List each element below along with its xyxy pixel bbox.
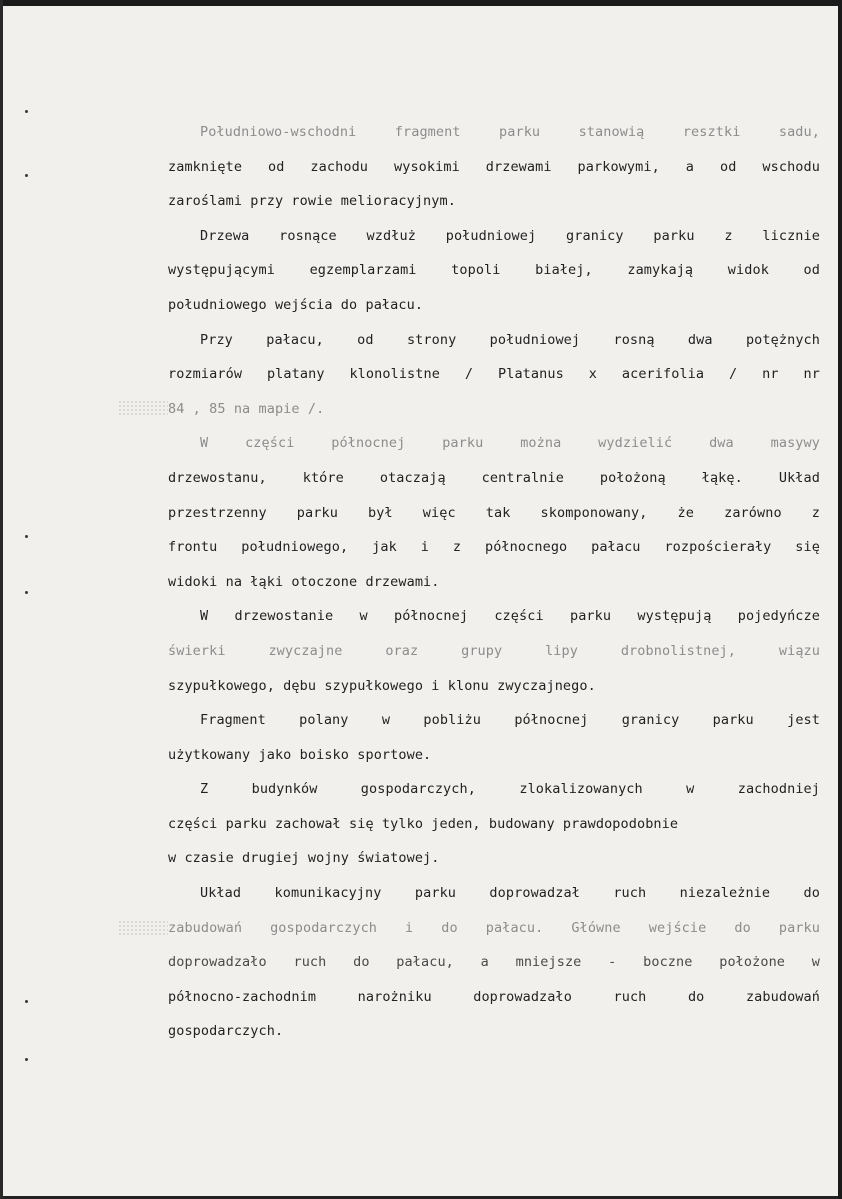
text-line: zamknięte od zachodu wysokimi drzewami parkowymi, a od wschodu (168, 158, 820, 175)
scan-edge-right (838, 0, 842, 1199)
text-line: zabudowań gospodarczych i do pałacu. Główne wejście do parku (168, 919, 820, 936)
text-line: Fragment polany w pobliżu północnej granicy parku jest (200, 712, 820, 729)
paragraph (168, 876, 820, 1049)
text-line: zaroślami przy rowie melioracyjnym. (168, 193, 456, 210)
scan-smudge (118, 920, 168, 936)
document-body (168, 115, 820, 1049)
text-line: szypułkowego, dębu szypułkowego i klonu zwyczajnego. (168, 677, 596, 694)
text-line: Z budynków gospodarczych, zlokalizowanych w zachodniej (200, 781, 820, 798)
text-line: świerki zwyczajne oraz grupy lipy drobnolistnej, wiązu (168, 642, 820, 659)
punch-mark (25, 591, 28, 594)
text-line: Drzewa rosnące wzdłuż południowej granicy parku z licznie (200, 227, 820, 244)
paragraph (168, 115, 820, 219)
text-line: widoki na łąki otoczone drzewami. (168, 573, 440, 590)
text-line: występującymi egzemplarzami topoli białej, zamykają widok od (168, 262, 820, 279)
paragraph (168, 703, 820, 772)
text-line: północno-zachodnim narożniku doprowadzało ruch do zabudowań (168, 988, 820, 1005)
text-line: części parku zachował się tylko jeden, budowany prawdopodobnie (168, 815, 679, 832)
text-line: rozmiarów platany klonolistne / Platanus x acerifolia / nr nr (168, 366, 820, 383)
text-line: W części północnej parku można wydzielić dwa masywy (200, 435, 820, 452)
text-line: W drzewostanie w północnej części parku występują pojedyńcze (200, 608, 820, 625)
punch-mark (25, 1000, 28, 1003)
text-line: Przy pałacu, od strony południowej rosną dwa potężnych (200, 331, 820, 348)
scan-edge-left (0, 0, 3, 1199)
punch-mark (25, 1058, 28, 1061)
text-line: południowego wejścia do pałacu. (168, 296, 424, 313)
text-line: Układ komunikacyjny parku doprowadzał ruch niezależnie do (200, 885, 820, 902)
text-line: frontu południowego, jak i z północnego pałacu rozpościerały się (168, 539, 820, 556)
punch-mark (25, 535, 28, 538)
text-line: gospodarczych. (168, 1023, 284, 1040)
paragraph (168, 426, 820, 599)
text-line: przestrzenny parku był więc tak skomponowany, że zarówno z (168, 504, 820, 521)
text-line: drzewostanu, które otaczają centralnie położoną łąkę. Układ (168, 469, 820, 486)
text-line: w czasie drugiej wojny światowej. (168, 850, 440, 867)
scan-smudge (118, 400, 168, 416)
scan-edge-top (0, 0, 842, 6)
paragraph (168, 599, 820, 703)
text-line: użytkowany jako boisko sportowe. (168, 746, 432, 763)
paragraph (168, 323, 820, 427)
text-line: 84 , 85 na mapie /. (168, 400, 325, 417)
paragraph (168, 772, 820, 876)
paragraph (168, 219, 820, 323)
text-line: doprowadzało ruch do pałacu, a mniejsze - boczne położone w (168, 954, 820, 971)
text-line: Południowo-wschodni fragment parku stanowią resztki sadu, (200, 124, 820, 140)
punch-mark (25, 110, 28, 113)
punch-mark (25, 174, 28, 177)
